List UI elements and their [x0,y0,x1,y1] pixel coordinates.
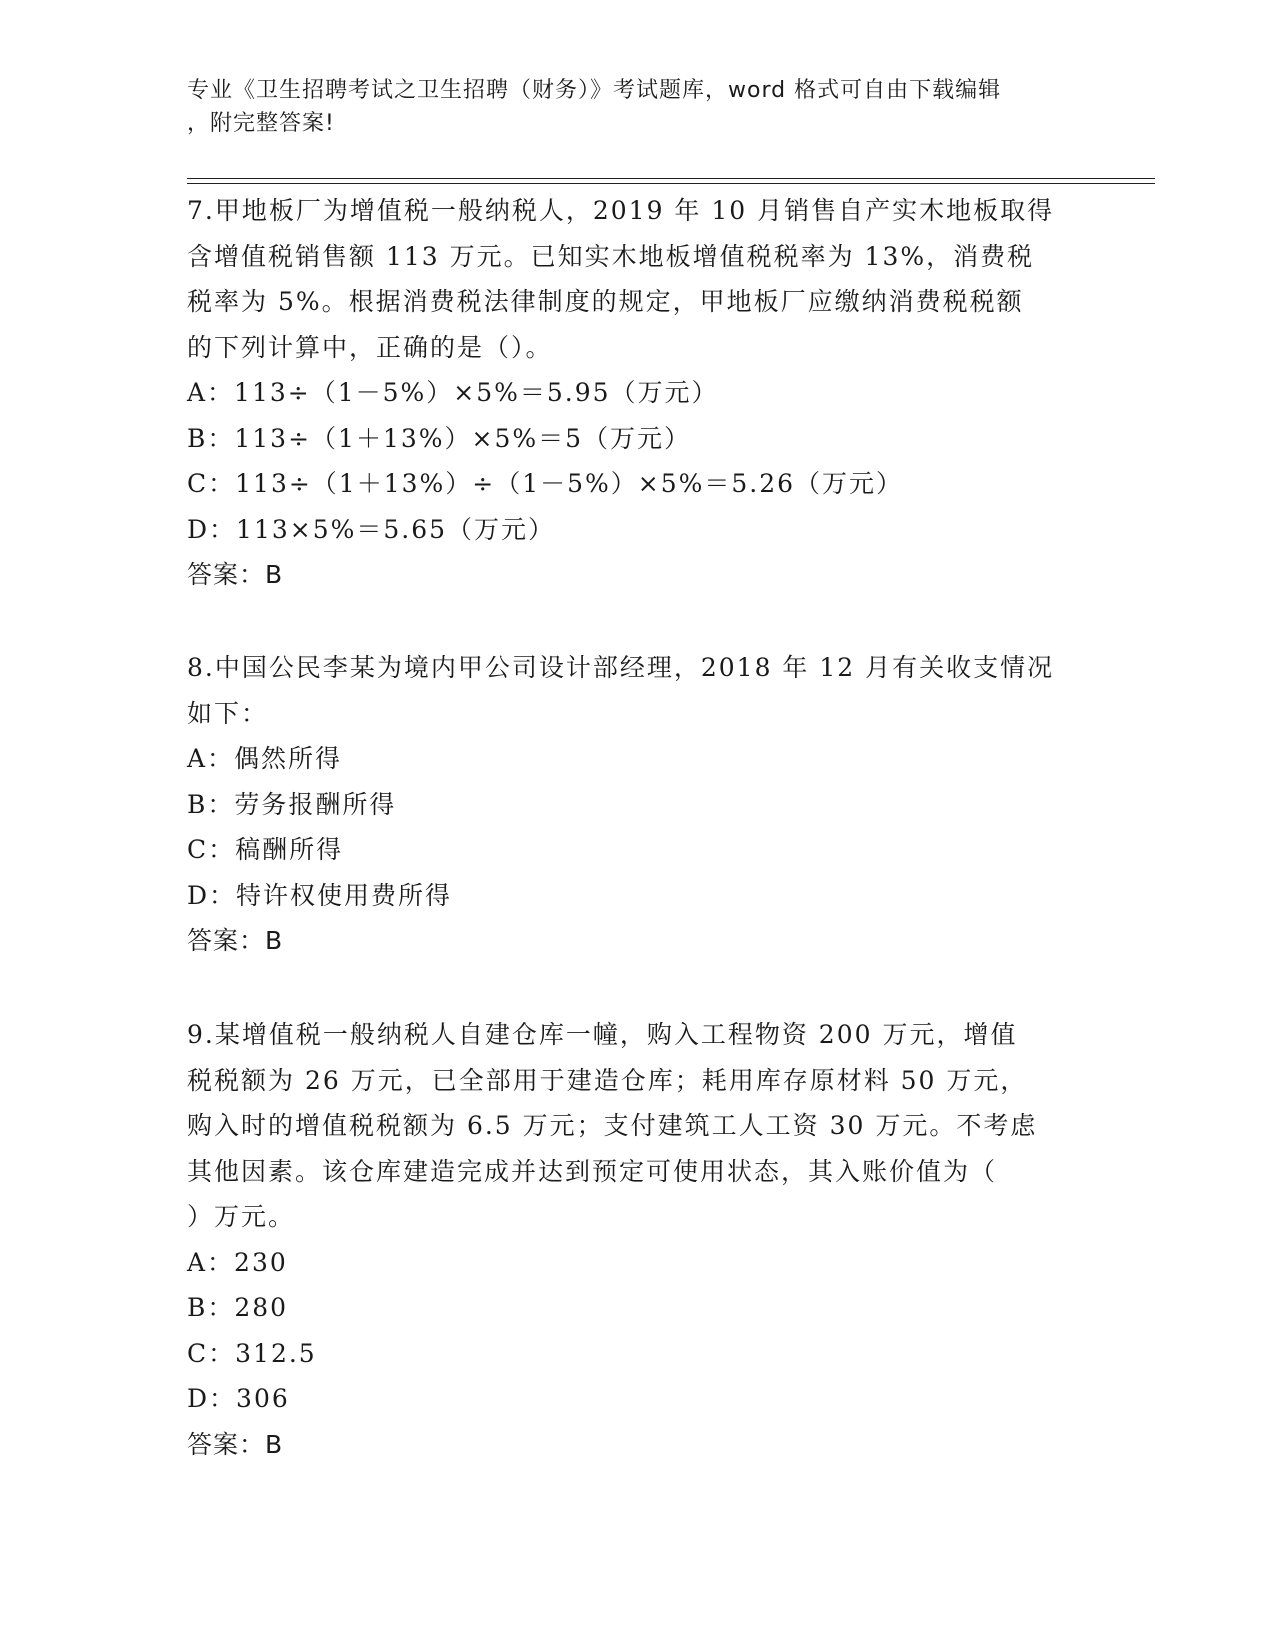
option-d: D：特许权使用费所得 [187,880,453,910]
option-b: B：113÷（1＋13%）×5%＝5（万元） [187,423,692,453]
question-stem [187,645,1087,736]
header-divider-bottom [187,183,1155,184]
option-b: B：280 [187,1293,289,1322]
stem-line: 购入时的增值税税额为 6.5 万元；支付建筑工人工资 30 万元。不考虑 [187,1111,1038,1140]
stem-line: ）万元。 [187,1202,296,1231]
stem-line: 7.甲地板厂为增值税一般纳税人，2019 年 10 月销售自产实木地板取得 [187,196,1055,225]
header-divider-top [187,178,1155,179]
stem-line: 如下： [187,698,269,728]
question-9 [187,1012,1087,1467]
option-list [187,370,1087,552]
option-a: A：113÷（1－5%）×5%＝5.95（万元） [187,378,719,407]
option-c: C：113÷（1＋13%）÷（1－5%）×5%＝5.26（万元） [187,469,904,498]
option-c: C：312.5 [187,1338,317,1368]
stem-line: 8.中国公民李某为境内甲公司设计部经理，2018 年 12 月有关收支情况 [187,653,1055,682]
stem-line: 税率为 5%。根据消费税法律制度的规定，甲地板厂应缴纳消费税税额 [187,287,1024,316]
stem-line: 含增值税销售额 113 万元。已知实木地板增值税税率为 13%，消费税 [187,241,1035,271]
option-c: C：稿酬所得 [187,835,344,864]
option-d: D：306 [187,1384,290,1413]
option-a: A：偶然所得 [187,744,343,773]
header-title-line-2: ，附完整答案! [187,111,335,136]
stem-line: 其他因素。该仓库建造完成并达到预定可使用状态，其入账价值为（ [187,1156,998,1186]
document-header [187,74,1087,140]
answer-label: 答案：B [187,926,284,955]
stem-line: 的下列计算中，正确的是（）。 [187,332,553,362]
question-8 [187,645,1087,964]
question-stem [187,1012,1087,1240]
question-7 [187,188,1087,598]
stem-line: 9.某增值税一般纳税人自建仓库一幢，购入工程物资 200 万元，增值 [187,1020,1018,1049]
option-list [187,1240,1087,1422]
stem-line: 税税额为 26 万元，已全部用于建造仓库；耗用库存原材料 50 万元， [187,1065,1028,1095]
answer-label: 答案：B [187,1429,284,1459]
option-list [187,736,1087,918]
option-b: B：劳务报酬所得 [187,789,397,819]
option-a: A：230 [187,1247,288,1277]
header-title-line-1: 专业《卫生招聘考试之卫生招聘（财务）》考试题库，word 格式可自由下载编辑 [187,78,1002,103]
option-d: D：113×5%＝5.65（万元） [187,514,556,544]
question-stem [187,188,1087,370]
answer-label: 答案：B [187,560,284,589]
